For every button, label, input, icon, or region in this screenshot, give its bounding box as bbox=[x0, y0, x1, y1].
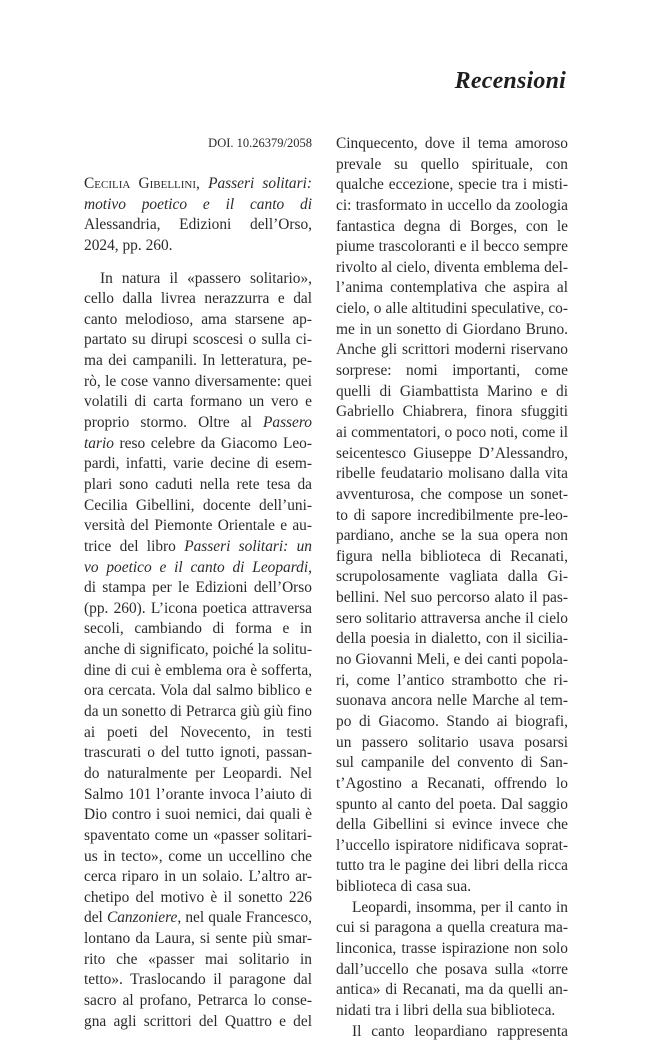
text-line bbox=[336, 980, 568, 1001]
text-run: sorprese: nomi importanti, come bbox=[336, 362, 568, 380]
text-line bbox=[336, 629, 568, 650]
text-line bbox=[336, 402, 568, 423]
text-run: cielo, o alle altitudini speculative, co- bbox=[336, 300, 568, 318]
review-paragraph bbox=[336, 1022, 568, 1042]
text-line bbox=[336, 361, 568, 382]
text-run: (pp. 260). L’icona poetica attraversa bbox=[84, 599, 312, 617]
text-run: suonava ancora nelle Marche al tem- bbox=[336, 692, 568, 710]
text-run: bellini. Nel suo percorso alato il pas- bbox=[336, 589, 568, 607]
text-run: fantastica degna di Borges, con le bbox=[336, 217, 568, 235]
text-line bbox=[336, 898, 568, 919]
text-run: do naturalmente per Leopardi. Nel bbox=[84, 764, 312, 782]
text-line bbox=[84, 991, 312, 1012]
text-run: ai commentatori, o poco noti, come il bbox=[336, 423, 568, 441]
text-line bbox=[84, 599, 312, 620]
text-run: antica» di Recanati, ma da quelli an- bbox=[336, 981, 568, 999]
text-line bbox=[336, 526, 568, 547]
text-line bbox=[336, 733, 568, 754]
text-run: tutto tra le pagine dei libri della ricca bbox=[336, 857, 568, 875]
text-line bbox=[84, 681, 312, 702]
text-line bbox=[336, 278, 568, 299]
text-run: Alessandria, Edizioni dell’Orso, bbox=[84, 216, 312, 234]
text-run: sul campanile del convento di San- bbox=[336, 754, 568, 772]
text-run: Passeri solitari: un bbox=[184, 537, 312, 555]
text-run: plari sono caduti nella rete tesa da bbox=[84, 475, 312, 493]
text-line bbox=[84, 805, 312, 826]
text-run: , bbox=[308, 558, 312, 576]
text-run: dine di cui è emblema ora è sofferta, bbox=[84, 661, 312, 679]
text-line bbox=[84, 619, 312, 640]
text-run: scrupolosamente vagliata dalla Gi- bbox=[336, 568, 568, 586]
text-line bbox=[84, 496, 312, 517]
text-run: tetto». Traslocando il paragone dal bbox=[84, 971, 312, 989]
text-line bbox=[336, 444, 568, 465]
text-line bbox=[84, 558, 312, 579]
text-run: quelli di Giambattista Marino e di bbox=[336, 382, 568, 400]
text-line bbox=[336, 774, 568, 795]
text-line bbox=[336, 340, 568, 361]
text-run: l’uccello ispiratore nidificava soprat- bbox=[336, 836, 568, 854]
text-run: Gabriello Chiabrera, finora sfuggiti bbox=[336, 403, 568, 421]
text-run: spaventato come un «passer solitari- bbox=[84, 826, 312, 844]
text-run: sacro al profano, Petrarca lo conse- bbox=[84, 991, 312, 1009]
review-paragraph bbox=[336, 134, 568, 898]
text-run: Anche gli scrittori moderni riservano bbox=[336, 341, 568, 359]
text-run: ribelle feudatario molisano dalla vita bbox=[336, 465, 568, 483]
text-run: spunto al canto del poeta. Dal saggio bbox=[336, 795, 568, 813]
text-line bbox=[84, 269, 312, 290]
text-line bbox=[84, 537, 312, 558]
text-run: Leopardi, insomma, per il canto in bbox=[352, 898, 568, 916]
text-run: cerca riparo in un solaio. L’altro ar- bbox=[84, 868, 312, 886]
text-run: Canzoniere bbox=[106, 909, 178, 927]
text-run: no Giovanni Meli, e dei canti popola- bbox=[336, 651, 568, 669]
text-line bbox=[336, 196, 568, 217]
doi: DOI. 10.26379/2058 bbox=[208, 136, 312, 150]
text-line bbox=[336, 877, 568, 898]
text-line bbox=[336, 567, 568, 588]
text-line bbox=[84, 195, 312, 216]
text-run: prevale su quello spirituale, con bbox=[336, 155, 568, 173]
text-run: cello dalla livrea nerazzurra e dal bbox=[84, 290, 312, 308]
text-run: della Gibellini si evince invece che bbox=[336, 816, 568, 834]
text-run: gna agli scrittori del Quattro e del bbox=[84, 1012, 312, 1030]
text-run: to di sapore incredibilmente pre-leo- bbox=[336, 506, 568, 524]
text-run: da un sonetto di Petrarca giù giù fino bbox=[84, 703, 312, 721]
text-run: della poesia in dialetto, con il sicilia- bbox=[336, 630, 568, 648]
text-line bbox=[336, 609, 568, 630]
text-line bbox=[84, 661, 312, 682]
text-line bbox=[84, 867, 312, 888]
text-run: , bbox=[196, 175, 209, 192]
text-line bbox=[84, 847, 312, 868]
text-run: reso celebre da Giacomo Leo- bbox=[113, 434, 312, 452]
text-line bbox=[84, 908, 312, 929]
text-run: qualche eccezione, specie tra i misti- bbox=[336, 176, 568, 194]
text-run: Passero bbox=[262, 414, 312, 432]
text-run: chetipo del motivo è il sonetto 226 bbox=[84, 888, 312, 906]
text-line bbox=[84, 826, 312, 847]
text-line bbox=[336, 691, 568, 712]
text-run: volatili di carta formano un vero e bbox=[84, 393, 312, 411]
text-run: anche di significato, poiché la solitu- bbox=[84, 641, 312, 659]
text-line bbox=[336, 588, 568, 609]
text-run: t’Agostino a Recanati, offrendo lo bbox=[336, 774, 568, 792]
text-run: lontano da Laura, si sente più smar- bbox=[84, 930, 312, 948]
text-run: pardiano, anche se la sua opera non bbox=[336, 527, 568, 545]
text-line bbox=[336, 856, 568, 877]
text-line bbox=[336, 836, 568, 857]
text-line bbox=[336, 134, 568, 155]
text-run: cui si paragona a quella creatura ma- bbox=[336, 919, 568, 937]
text-line bbox=[84, 640, 312, 661]
text-run: rivolto al cielo, diventa emblema del- bbox=[336, 258, 568, 276]
text-line bbox=[336, 320, 568, 341]
text-line bbox=[336, 1001, 568, 1022]
text-line bbox=[84, 289, 312, 310]
text-run: del bbox=[84, 909, 107, 927]
text-run: l’anima contemplativa che aspira al bbox=[336, 279, 568, 297]
text-run: canto melodioso, ama starsene ap- bbox=[84, 310, 312, 328]
text-run: ri, come l’antico strambotto che ri- bbox=[336, 671, 568, 689]
text-run: trascurati o del tutto ignoti, passan- bbox=[84, 744, 312, 762]
text-line bbox=[336, 464, 568, 485]
text-line bbox=[336, 299, 568, 320]
text-run: linconica, trasse ispirazione non solo bbox=[336, 939, 568, 957]
review-body-left bbox=[84, 269, 312, 1033]
text-run: figura nella biblioteca di Recanati, bbox=[336, 547, 568, 565]
text-line bbox=[336, 258, 568, 279]
text-line bbox=[336, 1022, 568, 1042]
text-run: trice del libro bbox=[84, 537, 185, 555]
text-line bbox=[84, 392, 312, 413]
text-run: avventurosa, che compose un sonet- bbox=[336, 485, 568, 503]
text-run: tario bbox=[84, 434, 114, 452]
text-run: 2024, pp. 260. bbox=[84, 236, 173, 254]
text-run: po di Giacomo. Stando ai biografi, bbox=[336, 712, 568, 730]
text-run: seicentesco Giuseppe D’Alessandro, bbox=[336, 444, 568, 462]
text-run: rò, le cose vanno diversamente: quei bbox=[84, 372, 312, 390]
text-line bbox=[84, 454, 312, 475]
text-run: dall’uccello che posava sulla «torre bbox=[336, 960, 568, 978]
text-line bbox=[84, 723, 312, 744]
text-run: sero solitario attraversa anche il cielo bbox=[336, 609, 568, 627]
text-line bbox=[84, 351, 312, 372]
text-run: versità del Piemonte Orientale e au- bbox=[84, 517, 312, 535]
text-run: partato su dirupi scoscesi o sulla ci- bbox=[84, 331, 312, 349]
text-line bbox=[84, 702, 312, 723]
text-line bbox=[84, 174, 312, 195]
text-line bbox=[336, 650, 568, 671]
text-run: Cinquecento, dove il tema amoroso bbox=[336, 135, 568, 152]
text-run: us in tecto», come un uccellino che bbox=[84, 847, 312, 865]
text-run: un passero solitario usava posarsi bbox=[336, 733, 568, 751]
text-line bbox=[84, 970, 312, 991]
text-line bbox=[84, 764, 312, 785]
text-run: ma dei campanili. In letteratura, pe- bbox=[84, 352, 312, 370]
text-line bbox=[336, 795, 568, 816]
text-line bbox=[336, 815, 568, 836]
text-line bbox=[84, 1012, 312, 1033]
text-run: ci: trasformato in uccello da zoologia bbox=[336, 196, 568, 214]
text-line bbox=[84, 516, 312, 537]
text-run: secoli, cambiando di forma e in bbox=[84, 620, 312, 638]
text-run: vo poetico e il canto di Leopardi bbox=[84, 558, 309, 576]
text-line bbox=[84, 475, 312, 496]
text-run: In natura il «passero solitario», bbox=[100, 269, 312, 287]
text-line bbox=[84, 372, 312, 393]
text-line bbox=[336, 506, 568, 527]
text-line bbox=[336, 918, 568, 939]
text-run: Dio contro i suoi nemici, dai quali è bbox=[84, 806, 312, 824]
text-run: rito che «passer mai solitario in bbox=[84, 950, 312, 968]
text-run: me in un sonetto di Giordano Bruno. bbox=[336, 320, 568, 338]
text-line bbox=[84, 310, 312, 331]
text-run: ai poeti del Novecento, in testi bbox=[84, 723, 312, 741]
text-run: proprio stormo. Oltre al bbox=[84, 414, 263, 432]
text-line bbox=[336, 155, 568, 176]
text-line bbox=[336, 712, 568, 733]
text-line bbox=[84, 888, 312, 909]
text-line bbox=[336, 485, 568, 506]
text-line bbox=[84, 785, 312, 806]
text-line bbox=[336, 382, 568, 403]
text-run: piume trascoloranti e il becco sempre bbox=[336, 238, 568, 256]
text-run: nidati tra i libri della sua biblioteca. bbox=[336, 1001, 556, 1019]
text-line bbox=[336, 939, 568, 960]
text-run: motivo poetico e il canto di bbox=[84, 195, 312, 213]
text-run: Passeri solitari: bbox=[208, 175, 312, 192]
text-line bbox=[84, 929, 312, 950]
text-line bbox=[336, 423, 568, 444]
text-run: Il canto leopardiano rappresenta bbox=[352, 1022, 568, 1040]
text-line bbox=[336, 960, 568, 981]
text-run: , nel quale Francesco, bbox=[177, 909, 312, 927]
text-line bbox=[84, 434, 312, 455]
text-line bbox=[84, 578, 312, 599]
text-run: Salmo 101 l’orante invoca l’aiuto di bbox=[84, 785, 312, 803]
text-run: Cecilia Gibellini bbox=[84, 175, 197, 192]
text-run: di stampa per le Edizioni dell’Orso bbox=[84, 579, 312, 597]
text-run: biblioteca di casa sua. bbox=[336, 878, 472, 896]
text-line bbox=[336, 175, 568, 196]
text-line bbox=[84, 215, 312, 236]
text-run: ora cercata. Vola dal salmo biblico e bbox=[84, 682, 312, 700]
text-line bbox=[336, 753, 568, 774]
right-column bbox=[336, 134, 568, 1042]
text-line bbox=[84, 413, 312, 434]
section-header: Recensioni bbox=[454, 68, 566, 94]
text-line bbox=[84, 330, 312, 351]
text-run: Cecilia Gibellini, docente dell’uni- bbox=[84, 496, 312, 514]
text-line bbox=[336, 671, 568, 692]
left-column bbox=[84, 134, 312, 1032]
review-paragraph bbox=[336, 898, 568, 1022]
text-line bbox=[84, 950, 312, 971]
text-run: pardi, infatti, varie decine di esem- bbox=[84, 455, 312, 473]
text-line bbox=[336, 217, 568, 238]
text-line bbox=[84, 236, 312, 257]
bibliographic-reference bbox=[84, 174, 312, 257]
text-line bbox=[336, 237, 568, 258]
text-line bbox=[84, 743, 312, 764]
text-line bbox=[336, 547, 568, 568]
